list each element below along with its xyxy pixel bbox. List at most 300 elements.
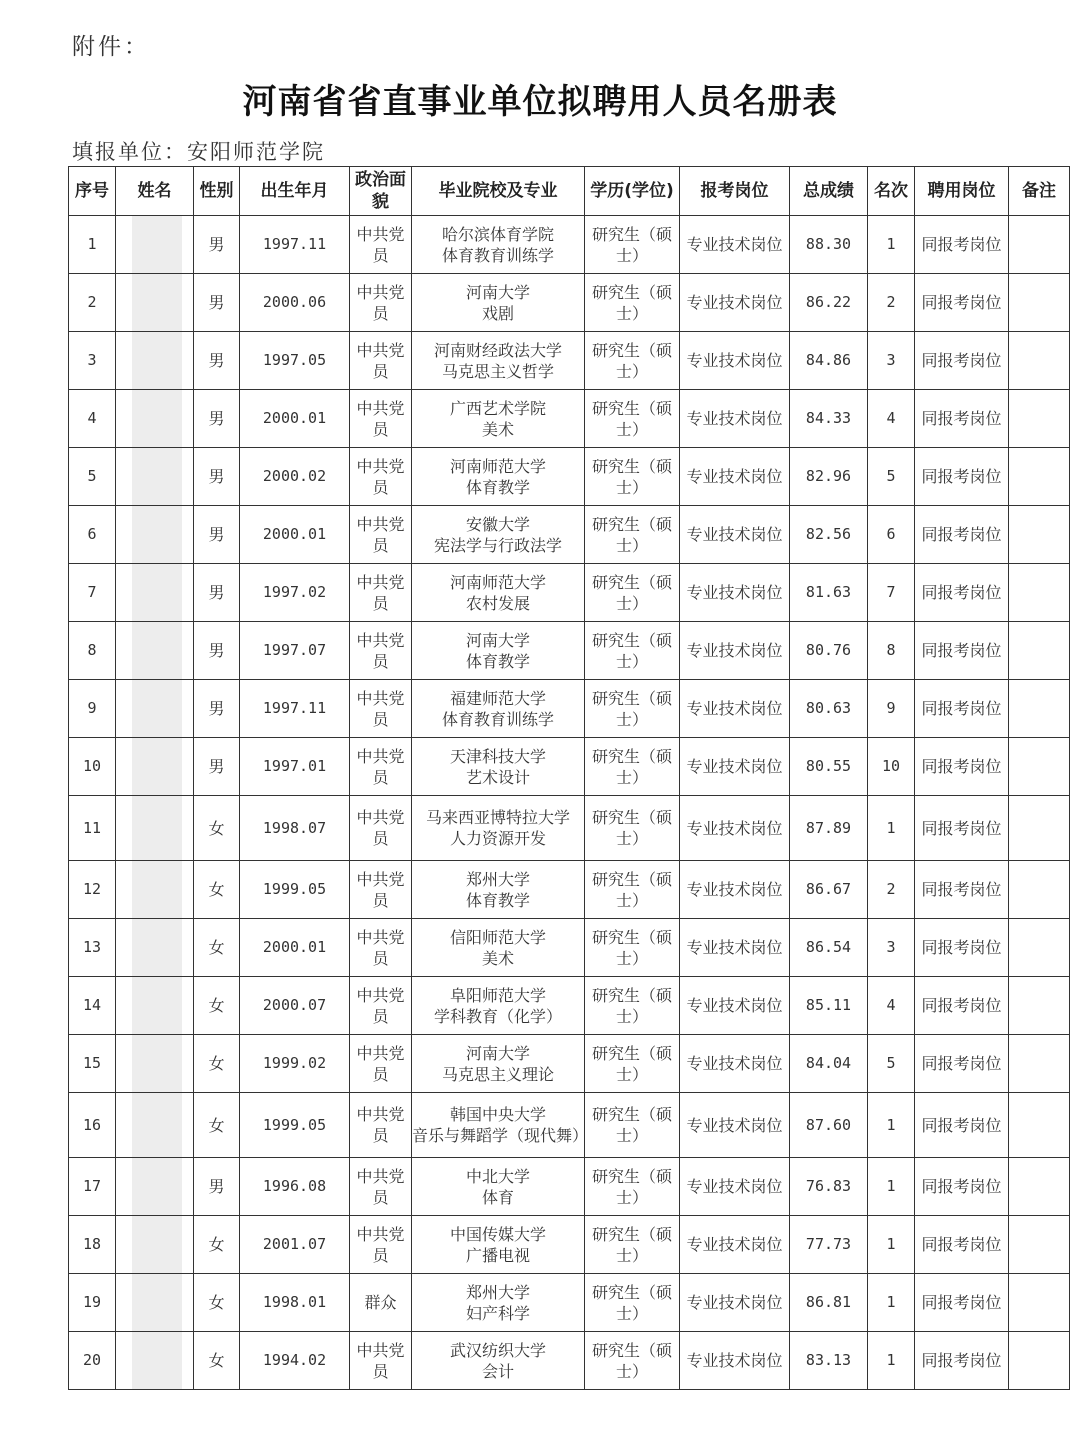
cell-sex: 男 [194, 1158, 240, 1216]
cell-no: 5 [69, 448, 116, 506]
cell-name [116, 1332, 194, 1390]
cell-sex: 女 [194, 796, 240, 861]
cell-hire: 同报考岗位 [915, 564, 1009, 622]
cell-sex: 男 [194, 680, 240, 738]
col-header-birth: 出生年月 [240, 167, 350, 216]
col-header-score: 总成绩 [790, 167, 868, 216]
cell-score: 86.22 [790, 274, 868, 332]
cell-party: 中共党员 [350, 1035, 412, 1093]
cell-school-line1: 河南大学 [465, 630, 530, 650]
cell-school-line1: 武汉纺织大学 [449, 1340, 546, 1360]
cell-school [412, 216, 585, 274]
cell-birth: 1997.01 [240, 738, 350, 796]
cell-hire: 同报考岗位 [915, 622, 1009, 680]
name-redaction-mask [132, 1093, 182, 1158]
cell-note [1009, 1216, 1070, 1274]
col-header-name: 姓名 [116, 167, 194, 216]
col-header-rank: 名次 [868, 167, 915, 216]
cell-birth: 2000.07 [240, 977, 350, 1035]
cell-sex: 男 [194, 622, 240, 680]
cell-school-line1: 河南师范大学 [449, 572, 546, 592]
cell-note [1009, 796, 1070, 861]
cell-rank: 4 [868, 390, 915, 448]
cell-party: 中共党员 [350, 622, 412, 680]
cell-hire: 同报考岗位 [915, 216, 1009, 274]
name-redaction-mask [132, 332, 182, 390]
cell-note [1009, 448, 1070, 506]
cell-school [412, 448, 585, 506]
cell-party: 中共党员 [350, 448, 412, 506]
col-header-party: 政治面貌 [350, 167, 412, 216]
cell-hire: 同报考岗位 [915, 1093, 1009, 1158]
cell-rank: 1 [868, 1093, 915, 1158]
cell-score: 81.63 [790, 564, 868, 622]
cell-school [412, 1158, 585, 1216]
cell-no: 12 [69, 861, 116, 919]
cell-score: 84.86 [790, 332, 868, 390]
cell-note [1009, 1332, 1070, 1390]
cell-education: 研究生（硕士） [585, 1035, 680, 1093]
cell-education: 研究生（硕士） [585, 622, 680, 680]
cell-school-line2: 妇产科学 [465, 1303, 530, 1323]
cell-party: 群众 [350, 1274, 412, 1332]
cell-rank: 7 [868, 564, 915, 622]
col-header-post: 报考岗位 [680, 167, 790, 216]
table-row [69, 680, 1070, 738]
cell-score: 86.81 [790, 1274, 868, 1332]
cell-sex: 女 [194, 977, 240, 1035]
cell-name [116, 796, 194, 861]
table-row [69, 1216, 1070, 1274]
cell-no: 14 [69, 977, 116, 1035]
cell-hire: 同报考岗位 [915, 390, 1009, 448]
cell-post: 专业技术岗位 [680, 332, 790, 390]
cell-education: 研究生（硕士） [585, 274, 680, 332]
cell-post: 专业技术岗位 [680, 448, 790, 506]
table-row [69, 216, 1070, 274]
cell-score: 84.04 [790, 1035, 868, 1093]
cell-school-line1: 郑州大学 [465, 1282, 530, 1302]
cell-rank: 1 [868, 1274, 915, 1332]
cell-sex: 女 [194, 1274, 240, 1332]
cell-note [1009, 390, 1070, 448]
cell-school [412, 738, 585, 796]
cell-school-line1: 中北大学 [465, 1166, 530, 1186]
table-row [69, 1158, 1070, 1216]
cell-school [412, 332, 585, 390]
cell-education: 研究生（硕士） [585, 390, 680, 448]
cell-birth: 1999.05 [240, 1093, 350, 1158]
table-row [69, 919, 1070, 977]
cell-score: 87.89 [790, 796, 868, 861]
cell-post: 专业技术岗位 [680, 796, 790, 861]
cell-rank: 3 [868, 332, 915, 390]
cell-party: 中共党员 [350, 1093, 412, 1158]
table-row [69, 390, 1070, 448]
cell-name [116, 1216, 194, 1274]
cell-note [1009, 1035, 1070, 1093]
cell-post: 专业技术岗位 [680, 1035, 790, 1093]
cell-hire: 同报考岗位 [915, 506, 1009, 564]
col-header-note: 备注 [1009, 167, 1070, 216]
cell-score: 76.83 [790, 1158, 868, 1216]
cell-hire: 同报考岗位 [915, 680, 1009, 738]
cell-hire: 同报考岗位 [915, 1332, 1009, 1390]
cell-school [412, 564, 585, 622]
cell-rank: 1 [868, 796, 915, 861]
cell-education: 研究生（硕士） [585, 332, 680, 390]
cell-school-line2: 体育教学 [465, 890, 530, 910]
cell-party: 中共党员 [350, 390, 412, 448]
cell-party: 中共党员 [350, 1158, 412, 1216]
cell-post: 专业技术岗位 [680, 738, 790, 796]
cell-school-line2: 体育教育训练学 [441, 245, 554, 265]
cell-no: 8 [69, 622, 116, 680]
table-row [69, 738, 1070, 796]
cell-name [116, 738, 194, 796]
cell-post: 专业技术岗位 [680, 977, 790, 1035]
cell-school-line1: 广西艺术学院 [449, 398, 546, 418]
cell-post: 专业技术岗位 [680, 1332, 790, 1390]
cell-note [1009, 564, 1070, 622]
cell-school [412, 506, 585, 564]
cell-note [1009, 274, 1070, 332]
cell-note [1009, 506, 1070, 564]
cell-sex: 男 [194, 274, 240, 332]
table-row [69, 564, 1070, 622]
roster-table [68, 166, 1070, 1390]
cell-post: 专业技术岗位 [680, 919, 790, 977]
cell-school-line1: 哈尔滨体育学院 [441, 224, 554, 244]
name-redaction-mask [132, 796, 182, 861]
cell-name [116, 564, 194, 622]
cell-name [116, 390, 194, 448]
cell-hire: 同报考岗位 [915, 1158, 1009, 1216]
cell-sex: 男 [194, 332, 240, 390]
name-redaction-mask [132, 680, 182, 738]
cell-score: 82.56 [790, 506, 868, 564]
cell-no: 6 [69, 506, 116, 564]
cell-name [116, 332, 194, 390]
cell-hire: 同报考岗位 [915, 977, 1009, 1035]
table-row [69, 622, 1070, 680]
cell-hire: 同报考岗位 [915, 919, 1009, 977]
cell-no: 2 [69, 274, 116, 332]
table-row [69, 1035, 1070, 1093]
cell-post: 专业技术岗位 [680, 390, 790, 448]
cell-post: 专业技术岗位 [680, 1158, 790, 1216]
cell-school-line1: 天津科技大学 [449, 746, 546, 766]
cell-school-line1: 安徽大学 [465, 514, 530, 534]
cell-party: 中共党员 [350, 506, 412, 564]
cell-party: 中共党员 [350, 332, 412, 390]
cell-school [412, 1332, 585, 1390]
table-header-row [69, 167, 1070, 216]
cell-school-line1: 河南大学 [465, 1043, 530, 1063]
cell-rank: 2 [868, 274, 915, 332]
roster-body [69, 216, 1070, 1390]
name-redaction-mask [132, 1035, 182, 1093]
cell-party: 中共党员 [350, 216, 412, 274]
cell-score: 82.96 [790, 448, 868, 506]
cell-no: 1 [69, 216, 116, 274]
name-redaction-mask [132, 1158, 182, 1216]
cell-party: 中共党员 [350, 1332, 412, 1390]
name-redaction-mask [132, 448, 182, 506]
cell-birth: 2000.02 [240, 448, 350, 506]
cell-post: 专业技术岗位 [680, 1216, 790, 1274]
cell-rank: 9 [868, 680, 915, 738]
cell-school [412, 680, 585, 738]
table-row [69, 1332, 1070, 1390]
cell-note [1009, 1158, 1070, 1216]
cell-birth: 1997.02 [240, 564, 350, 622]
cell-rank: 5 [868, 448, 915, 506]
cell-school-line1: 福建师范大学 [449, 688, 546, 708]
cell-school [412, 977, 585, 1035]
cell-education: 研究生（硕士） [585, 680, 680, 738]
cell-note [1009, 216, 1070, 274]
cell-hire: 同报考岗位 [915, 1035, 1009, 1093]
cell-note [1009, 977, 1070, 1035]
cell-birth: 1998.07 [240, 796, 350, 861]
name-redaction-mask [132, 216, 182, 274]
cell-score: 85.11 [790, 977, 868, 1035]
cell-sex: 男 [194, 738, 240, 796]
cell-post: 专业技术岗位 [680, 622, 790, 680]
cell-school-line1: 中国传媒大学 [449, 1224, 546, 1244]
cell-name [116, 274, 194, 332]
cell-no: 18 [69, 1216, 116, 1274]
cell-sex: 女 [194, 919, 240, 977]
name-redaction-mask [132, 622, 182, 680]
cell-note [1009, 1093, 1070, 1158]
cell-party: 中共党员 [350, 680, 412, 738]
cell-note [1009, 919, 1070, 977]
cell-school-line2: 农村发展 [465, 593, 530, 613]
cell-hire: 同报考岗位 [915, 274, 1009, 332]
cell-school [412, 1035, 585, 1093]
cell-education: 研究生（硕士） [585, 1332, 680, 1390]
cell-school-line2: 马克思主义哲学 [441, 361, 554, 381]
cell-hire: 同报考岗位 [915, 1274, 1009, 1332]
cell-party: 中共党员 [350, 274, 412, 332]
col-header-sex: 性别 [194, 167, 240, 216]
cell-education: 研究生（硕士） [585, 1093, 680, 1158]
cell-birth: 1994.02 [240, 1332, 350, 1390]
cell-school [412, 1093, 589, 1158]
col-header-hire: 聘用岗位 [915, 167, 1009, 216]
cell-party: 中共党员 [350, 861, 412, 919]
cell-school-line2: 体育 [481, 1187, 514, 1207]
cell-no: 13 [69, 919, 116, 977]
cell-note [1009, 861, 1070, 919]
col-header-education: 学历(学位) [585, 167, 680, 216]
name-redaction-mask [132, 919, 182, 977]
cell-post: 专业技术岗位 [680, 680, 790, 738]
cell-school [412, 390, 585, 448]
cell-score: 83.13 [790, 1332, 868, 1390]
cell-education: 研究生（硕士） [585, 1274, 680, 1332]
cell-school-line2: 人力资源开发 [449, 829, 546, 848]
table-row [69, 861, 1070, 919]
cell-score: 88.30 [790, 216, 868, 274]
cell-school [412, 1274, 585, 1332]
cell-birth: 1997.11 [240, 680, 350, 738]
cell-school-line1: 马来西亚博特拉大学 [425, 808, 570, 827]
cell-school-line1: 韩国中央大学 [449, 1105, 546, 1124]
cell-no: 19 [69, 1274, 116, 1332]
cell-school [412, 1216, 585, 1274]
cell-rank: 1 [868, 1158, 915, 1216]
cell-school-line2: 美术 [481, 948, 514, 968]
cell-birth: 1999.02 [240, 1035, 350, 1093]
name-redaction-mask [132, 274, 182, 332]
cell-score: 80.63 [790, 680, 868, 738]
cell-sex: 女 [194, 1332, 240, 1390]
cell-education: 研究生（硕士） [585, 1158, 680, 1216]
cell-school-line2: 音乐与舞蹈学（现代舞） [412, 1126, 589, 1145]
cell-rank: 8 [868, 622, 915, 680]
cell-no: 9 [69, 680, 116, 738]
cell-name [116, 1093, 194, 1158]
name-redaction-mask [132, 1216, 182, 1274]
cell-school [412, 274, 585, 332]
cell-post: 专业技术岗位 [680, 861, 790, 919]
cell-no: 10 [69, 738, 116, 796]
attachment-label: 附件： [72, 34, 150, 60]
cell-no: 20 [69, 1332, 116, 1390]
cell-post: 专业技术岗位 [680, 564, 790, 622]
cell-school-line2: 戏剧 [481, 303, 514, 323]
cell-note [1009, 680, 1070, 738]
cell-school-line2: 美术 [481, 419, 514, 439]
cell-no: 3 [69, 332, 116, 390]
reporting-unit: 填报单位：安阳师范学院 [72, 140, 325, 164]
cell-birth: 1997.07 [240, 622, 350, 680]
cell-post: 专业技术岗位 [680, 1093, 790, 1158]
name-redaction-mask [132, 390, 182, 448]
cell-school-line2: 艺术设计 [465, 767, 530, 787]
cell-party: 中共党员 [350, 919, 412, 977]
cell-party: 中共党员 [350, 977, 412, 1035]
cell-school-line1: 河南财经政法大学 [433, 340, 562, 360]
cell-note [1009, 332, 1070, 390]
cell-score: 87.60 [790, 1093, 868, 1158]
cell-birth: 1998.01 [240, 1274, 350, 1332]
cell-school-line2: 广播电视 [465, 1245, 530, 1265]
cell-birth: 1997.11 [240, 216, 350, 274]
cell-party: 中共党员 [350, 1216, 412, 1274]
cell-birth: 1999.05 [240, 861, 350, 919]
cell-hire: 同报考岗位 [915, 1216, 1009, 1274]
cell-note [1009, 738, 1070, 796]
cell-hire: 同报考岗位 [915, 332, 1009, 390]
table-row [69, 274, 1070, 332]
cell-hire: 同报考岗位 [915, 796, 1009, 861]
cell-no: 17 [69, 1158, 116, 1216]
cell-sex: 女 [194, 1035, 240, 1093]
document-title: 河南省省直事业单位拟聘用人员名册表 [242, 82, 838, 122]
cell-education: 研究生（硕士） [585, 796, 680, 861]
table-row [69, 506, 1070, 564]
table-row [69, 1274, 1070, 1332]
table-row [69, 977, 1070, 1035]
cell-hire: 同报考岗位 [915, 738, 1009, 796]
cell-name [116, 680, 194, 738]
cell-school-line2: 体育教学 [465, 477, 530, 497]
cell-name [116, 919, 194, 977]
cell-school-line1: 郑州大学 [465, 869, 530, 889]
cell-party: 中共党员 [350, 564, 412, 622]
cell-school-line2: 体育教学 [465, 651, 530, 671]
cell-education: 研究生（硕士） [585, 861, 680, 919]
cell-hire: 同报考岗位 [915, 861, 1009, 919]
cell-birth: 1996.08 [240, 1158, 350, 1216]
cell-rank: 2 [868, 861, 915, 919]
cell-sex: 男 [194, 564, 240, 622]
cell-hire: 同报考岗位 [915, 448, 1009, 506]
cell-school-line2: 体育教育训练学 [441, 709, 554, 729]
cell-birth: 2000.06 [240, 274, 350, 332]
cell-rank: 5 [868, 1035, 915, 1093]
cell-education: 研究生（硕士） [585, 977, 680, 1035]
cell-note [1009, 1274, 1070, 1332]
table-row [69, 332, 1070, 390]
cell-rank: 3 [868, 919, 915, 977]
cell-no: 15 [69, 1035, 116, 1093]
col-header-no: 序号 [69, 167, 116, 216]
cell-education: 研究生（硕士） [585, 216, 680, 274]
cell-education: 研究生（硕士） [585, 1216, 680, 1274]
cell-party: 中共党员 [350, 738, 412, 796]
cell-score: 80.55 [790, 738, 868, 796]
cell-post: 专业技术岗位 [680, 216, 790, 274]
cell-school-line1: 阜阳师范大学 [449, 985, 546, 1005]
cell-rank: 6 [868, 506, 915, 564]
col-header-school: 毕业院校及专业 [412, 167, 585, 216]
cell-no: 11 [69, 796, 116, 861]
cell-education: 研究生（硕士） [585, 919, 680, 977]
name-redaction-mask [132, 861, 182, 919]
table-row [69, 448, 1070, 506]
name-redaction-mask [132, 1274, 182, 1332]
cell-score: 86.67 [790, 861, 868, 919]
cell-school [412, 622, 585, 680]
cell-name [116, 448, 194, 506]
cell-name [116, 1158, 194, 1216]
cell-note [1009, 622, 1070, 680]
cell-sex: 男 [194, 216, 240, 274]
cell-education: 研究生（硕士） [585, 738, 680, 796]
cell-name [116, 216, 194, 274]
table-row [69, 796, 1070, 861]
table-row [69, 1093, 1070, 1158]
cell-post: 专业技术岗位 [680, 274, 790, 332]
cell-birth: 2000.01 [240, 919, 350, 977]
name-redaction-mask [132, 1332, 182, 1390]
cell-rank: 10 [868, 738, 915, 796]
cell-sex: 男 [194, 448, 240, 506]
name-redaction-mask [132, 738, 182, 796]
cell-school-line2: 马克思主义理论 [441, 1064, 554, 1084]
cell-name [116, 622, 194, 680]
cell-education: 研究生（硕士） [585, 564, 680, 622]
cell-sex: 男 [194, 390, 240, 448]
cell-score: 77.73 [790, 1216, 868, 1274]
cell-education: 研究生（硕士） [585, 448, 680, 506]
cell-school-line1: 河南师范大学 [449, 456, 546, 476]
